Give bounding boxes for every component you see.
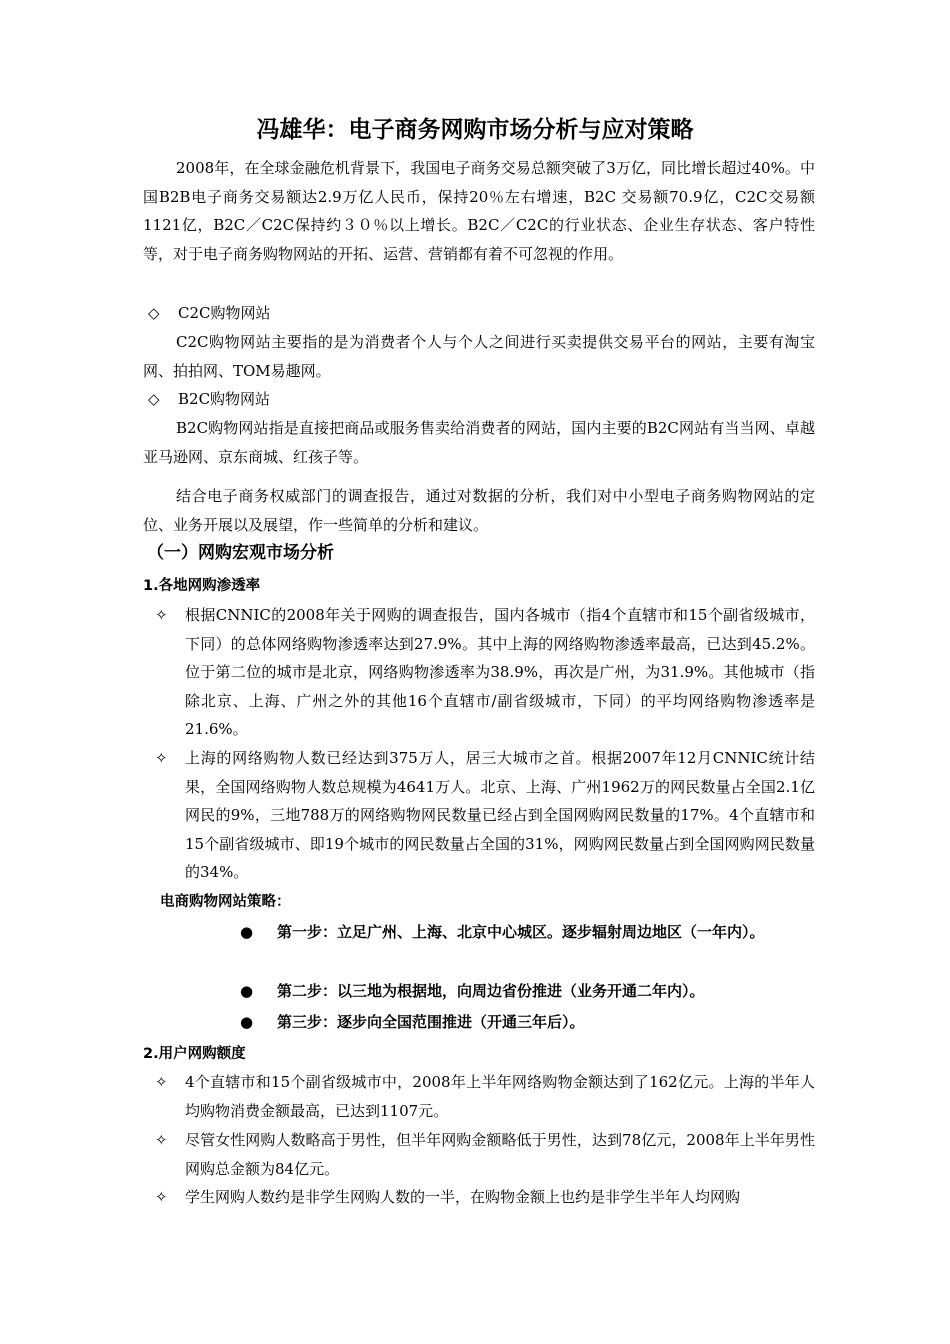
list-item [155, 744, 815, 887]
star-diamond-icon: ✧ [155, 1073, 168, 1091]
diamond-icon: ◇ [148, 304, 160, 322]
list-item-text: 学生网购人数约是非学生网购人数的一半，在购物金额上也约是非学生半年人均网购 [185, 1188, 741, 1206]
document-title: 冯雄华：电子商务网购市场分析与应对策略 [256, 117, 694, 143]
list-item [155, 1068, 815, 1125]
b2c-paragraph: B2C购物网站指是直接把商品或服务售卖给消费者的网站，国内主要的B2C网站有当当网、卓越亚马逊网、京东商城、红孩子等。 [143, 419, 815, 466]
star-diamond-icon: ✧ [155, 749, 168, 767]
subsection-heading-amount: 2.用户网购额度 [143, 1046, 246, 1062]
strategy-step-text: 第三步：逐步向全国范围推进（开通三年后）。 [277, 1013, 585, 1031]
strategy-heading: 电商购物网站策略： [160, 894, 291, 910]
intro-paragraph: 2008年，在全球金融危机背景下，我国电子商务交易总额突破了3万亿，同比增长超过40%。中国B2B电子商务交易额达2.9万亿人民币，保持20％左右增速，B2C 交易额70.9亿，C2C交易额1121亿，B2C／C2C保持约３０％以上增长。B2C／C2C的行业状态、企业生存状态、客户特性等，对于电子商务购物网站的开拓、运营、营销都有着不可忽视的作用。 [143, 159, 815, 263]
list-item-text: 根据CNNIC的2008年关于网购的调查报告，国内各城市（指4个直辖市和15个副省级城市，下同）的总体网络购物渗透率达到27.9%。其中上海的网络购物渗透率最高，已达到45.2%。位于第二位的城市是北京，网络购物渗透率为38.9%，再次是广州，为31.9%。其他城市（指除北京、上海、广州之外的其他16个直辖市/副省级城市，下同）的平均网络购物渗透率是21.6%。 [185, 606, 815, 738]
strategy-step [240, 977, 815, 1006]
strategy-step [240, 918, 815, 947]
b2c-heading-text: B2C购物网站 [178, 390, 271, 408]
bullet-dot-icon: ● [240, 923, 254, 941]
list-item [155, 601, 815, 744]
bullet-dot-icon: ● [240, 1013, 254, 1031]
list-item-text: 尽管女性网购人数略高于男性，但半年网购金额略低于男性，达到78亿元，2008年上半年男性网购总金额为84亿元。 [185, 1131, 815, 1178]
strategy-step-text: 第一步：立足广州、上海、北京中心城区。逐步辐射周边地区（一年内）。 [277, 923, 765, 941]
section-heading: （一）网购宏观市场分析 [147, 543, 334, 563]
c2c-paragraph: C2C购物网站主要指的是为消费者个人与个人之间进行买卖提供交易平台的网站，主要有淘宝网、拍拍网、TOM易趣网。 [143, 333, 815, 380]
b2c-heading [148, 385, 270, 413]
list-item-text: 上海的网络购物人数已经达到375万人，居三大城市之首。根据2007年12月CNNIC统计结果，全国网络购物人数总规模为4641万人。北京、上海、广州1962万的网民数量占全国2.1亿网民的9%，三地788万的网络购物网民数量已经占到全国网购网民数量的17%。4个直辖市和15个副省级城市、即19个城市的网民数量占全国的31%，网购网民数量占到全国网购网民数量的34%。 [185, 749, 815, 881]
strategy-step [240, 1008, 815, 1037]
diamond-icon: ◇ [148, 390, 160, 408]
list-item [155, 1183, 815, 1212]
star-diamond-icon: ✧ [155, 1131, 168, 1149]
summary-paragraph: 结合电子商务权威部门的调查报告，通过对数据的分析，我们对中小型电子商务购物网站的定位、业务开展以及展望，作一些简单的分析和建议。 [143, 487, 815, 534]
list-item-text: 4个直辖市和15个副省级城市中，2008年上半年网络购物金额达到了162亿元。上海的半年人均购物消费金额最高，已达到1107元。 [185, 1073, 815, 1120]
bullet-dot-icon: ● [240, 982, 254, 1000]
strategy-step-text: 第二步：以三地为根据地，向周边省份推进（业务开通二年内）。 [277, 982, 705, 1000]
star-diamond-icon: ✧ [155, 1188, 168, 1206]
list-item [155, 1126, 815, 1183]
c2c-heading-text: C2C购物网站 [178, 304, 271, 322]
star-diamond-icon: ✧ [155, 606, 168, 624]
subsection-heading-penetration: 1.各地网购渗透率 [143, 578, 261, 594]
c2c-heading [148, 299, 271, 327]
